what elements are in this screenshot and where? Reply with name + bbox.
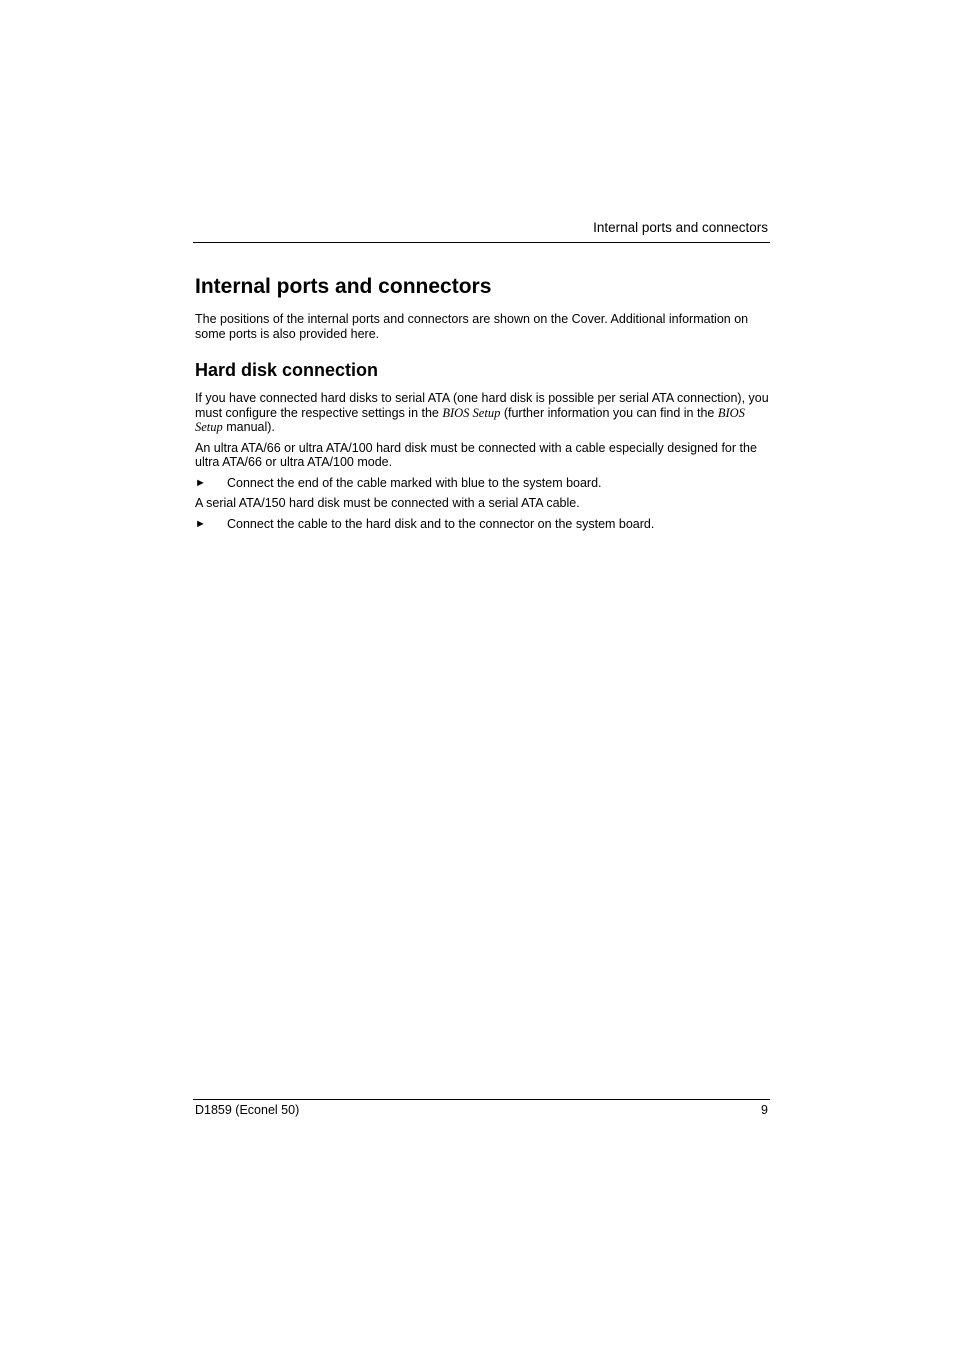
bios-setup-term: BIOS Setup: [442, 405, 501, 420]
document-id: D1859 (Econel 50): [195, 1103, 300, 1117]
sata-config-text-1: If you have connected hard disks to serial ATA (one hard disk is possible per serial ATA connection), you must configure the respective settings in the: [195, 391, 769, 420]
arrow-bullet-icon: ►: [195, 517, 206, 530]
running-header-title: Internal ports and connectors: [593, 220, 768, 235]
instruction-item: [195, 476, 770, 491]
serial-ata-paragraph: A serial ATA/150 hard disk must be connected with a serial ATA cable.: [195, 496, 580, 510]
page-number: 9: [761, 1103, 768, 1117]
subsection-title: Hard disk connection: [195, 360, 379, 380]
instruction-text: Connect the end of the cable marked with blue to the system board.: [227, 475, 602, 490]
section-title: Internal ports and connectors: [195, 275, 492, 298]
running-footer: [193, 1099, 770, 1120]
ultra-ata-paragraph: An ultra ATA/66 or ultra ATA/100 hard disk must be connected with a cable especially designed for the ultra ATA/66 or ultra ATA/100 mode.: [195, 440, 757, 469]
sata-config-text-3: manual).: [222, 420, 275, 434]
instruction-item: [195, 517, 770, 532]
running-header: [193, 219, 770, 243]
instruction-text: Connect the cable to the hard disk and to the connector on the system board.: [227, 516, 655, 531]
bios-setup-manual-term: BIOS Setup: [195, 405, 745, 434]
sata-config-text-2: (further information you can find in the: [500, 405, 718, 420]
intro-paragraph: The positions of the internal ports and connectors are shown on the Cover. Additional information on some ports is also provided here.: [195, 312, 749, 341]
page-content: [195, 272, 770, 531]
sata-config-paragraph: [195, 391, 770, 435]
arrow-bullet-icon: ►: [195, 476, 206, 489]
